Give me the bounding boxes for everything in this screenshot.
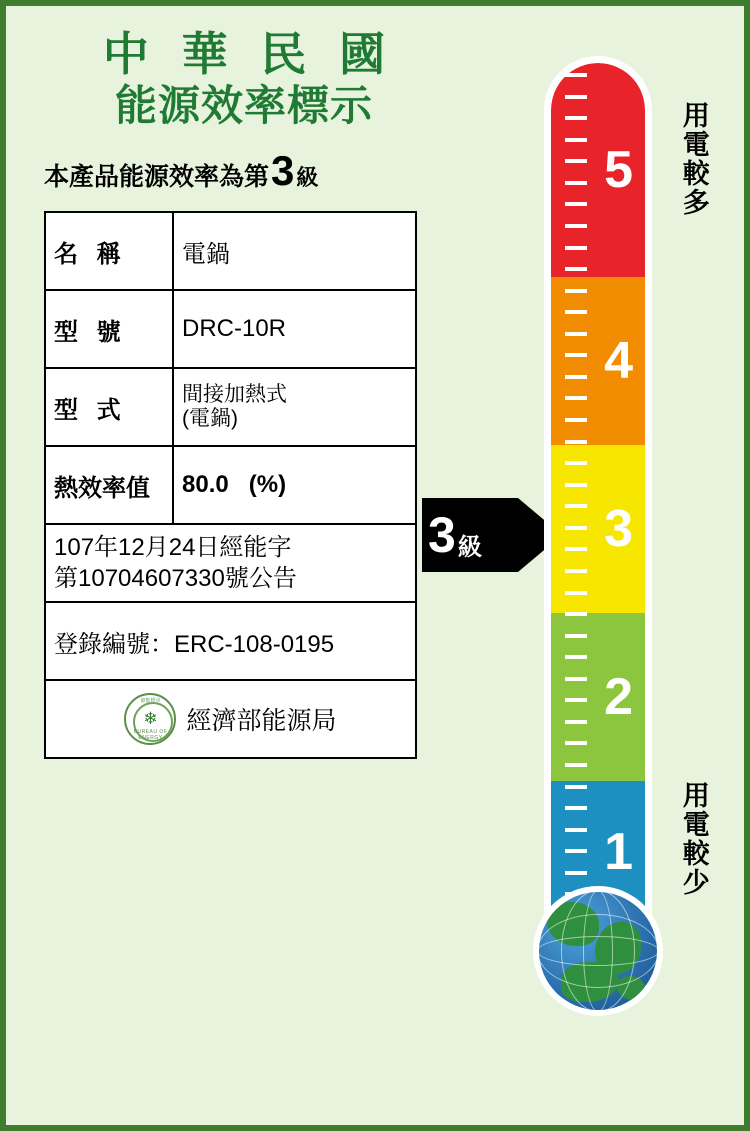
scale-label-2: 2: [604, 668, 633, 726]
energy-seal-icon: [124, 693, 176, 745]
spec-key-efficiency: 熱效率值: [45, 446, 173, 524]
grade-pointer-number: 3: [428, 507, 456, 563]
table-row: [45, 524, 416, 602]
table-row: [45, 368, 416, 446]
spec-value-type: [173, 368, 416, 446]
spec-value-type-line2: (電鍋): [182, 407, 238, 431]
label-title-line2: 能源效率標示: [114, 82, 373, 130]
footer-cell: [45, 680, 416, 758]
efficiency-number: 80.0: [182, 471, 229, 499]
grade-statement-suffix: 級: [296, 165, 319, 191]
thermometer-tube: [546, 58, 650, 918]
efficiency-thermometer: [546, 58, 656, 918]
spec-value-name: 電鍋: [173, 212, 416, 290]
spec-key-type: 型 式: [45, 368, 173, 446]
table-row: [45, 212, 416, 290]
spec-key-name: 名 稱: [45, 212, 173, 290]
grade-pointer-body: [422, 498, 518, 572]
label-title-line1: 中 華 民 國: [102, 28, 396, 80]
leaf-icon: ❄: [143, 709, 158, 729]
public-notice-line1: 107年12月24日經能字: [54, 534, 292, 562]
spec-value-efficiency: [173, 446, 416, 524]
spec-value-model: DRC-10R: [173, 290, 416, 368]
grade-statement: [44, 147, 444, 195]
left-column: [44, 30, 444, 759]
scale-label-3: 3: [604, 500, 633, 558]
table-row: [45, 290, 416, 368]
thermometer-bulb: [533, 886, 663, 1016]
table-row: [45, 446, 416, 524]
registration-number: 登錄編號：ERC-108-0195: [45, 602, 416, 680]
scale-ticks: [565, 73, 589, 918]
grade-pointer-unit: 級: [457, 534, 482, 561]
public-notice-line2: 第10704607330號公告: [54, 565, 297, 593]
scale-label-5: 5: [604, 141, 633, 199]
spec-key-model: 型 號: [45, 290, 173, 368]
seal-text-top: 節能標章: [140, 698, 161, 705]
globe-icon: [539, 892, 657, 1010]
globe-parallel: [539, 936, 657, 966]
scale-label-1: 1: [604, 823, 633, 881]
grade-statement-prefix: 本產品能源效率為第: [44, 163, 270, 192]
usage-low-label: 用電較少: [678, 781, 709, 897]
spec-table: [44, 211, 417, 759]
bureau-name: 經濟部能源局: [186, 707, 337, 736]
scale-label-4: 4: [604, 332, 633, 390]
efficiency-unit: (%): [248, 471, 287, 499]
spec-value-type-line1: 間接加熱式: [182, 382, 287, 406]
grade-pointer-arrow: [422, 498, 562, 572]
table-row: [45, 680, 416, 758]
table-row: [45, 602, 416, 680]
public-notice: [45, 524, 416, 602]
footer-brand: [54, 684, 407, 754]
usage-high-label: 用電較多: [678, 101, 709, 217]
seal-text-bottom: BUREAU OF ENERGY: [133, 729, 168, 742]
grade-statement-number: 3: [271, 147, 295, 195]
